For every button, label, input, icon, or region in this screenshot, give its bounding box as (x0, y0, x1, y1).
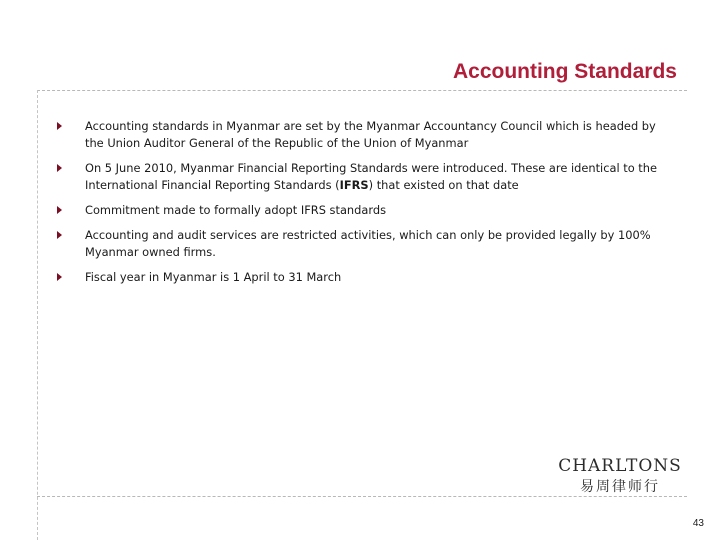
bullet-arrow-icon (57, 122, 62, 130)
bullet-text: Accounting standards in Myanmar are set by the Myanmar Accountancy Council which is headed by the Union Auditor General of the Republic of the Union of Myanmar (85, 119, 656, 150)
ifrs-bold-text: IFRS (339, 178, 369, 192)
bullet-arrow-icon (57, 273, 62, 281)
bottom-divider (37, 496, 687, 497)
charltons-logo (558, 456, 682, 495)
bullet-text (85, 160, 667, 194)
bullet-text: Fiscal year in Myanmar is 1 April to 31 March (85, 270, 342, 284)
bullet-text-part: On 5 June 2010, Myanmar Financial Reporting Standards were introduced. These are identical to the International Financial Reporting Standards ( (85, 161, 657, 192)
bullet-item (57, 118, 667, 152)
logo-name-zh: 易周律师行 (580, 479, 660, 495)
logo-name-en: CHARLTONS (558, 456, 682, 476)
bullet-item (57, 269, 667, 286)
bullet-text-part: ) that existed on that date (368, 178, 519, 192)
slide-title: Accounting Standards (452, 60, 677, 83)
bullet-text: Accounting and audit services are restricted activities, which can only be provided legally by 100% Myanmar owned firms. (85, 228, 651, 259)
left-divider (37, 90, 38, 540)
bullet-text: Commitment made to formally adopt IFRS standards (85, 203, 387, 217)
bullet-arrow-icon (57, 231, 62, 239)
bullet-item (57, 202, 667, 219)
top-divider (37, 90, 687, 91)
bullet-list (57, 118, 667, 294)
page-number: 43 (692, 518, 704, 529)
bullet-arrow-icon (57, 164, 62, 172)
bullet-item (57, 227, 667, 261)
bullet-item (57, 160, 667, 194)
bullet-arrow-icon (57, 206, 62, 214)
